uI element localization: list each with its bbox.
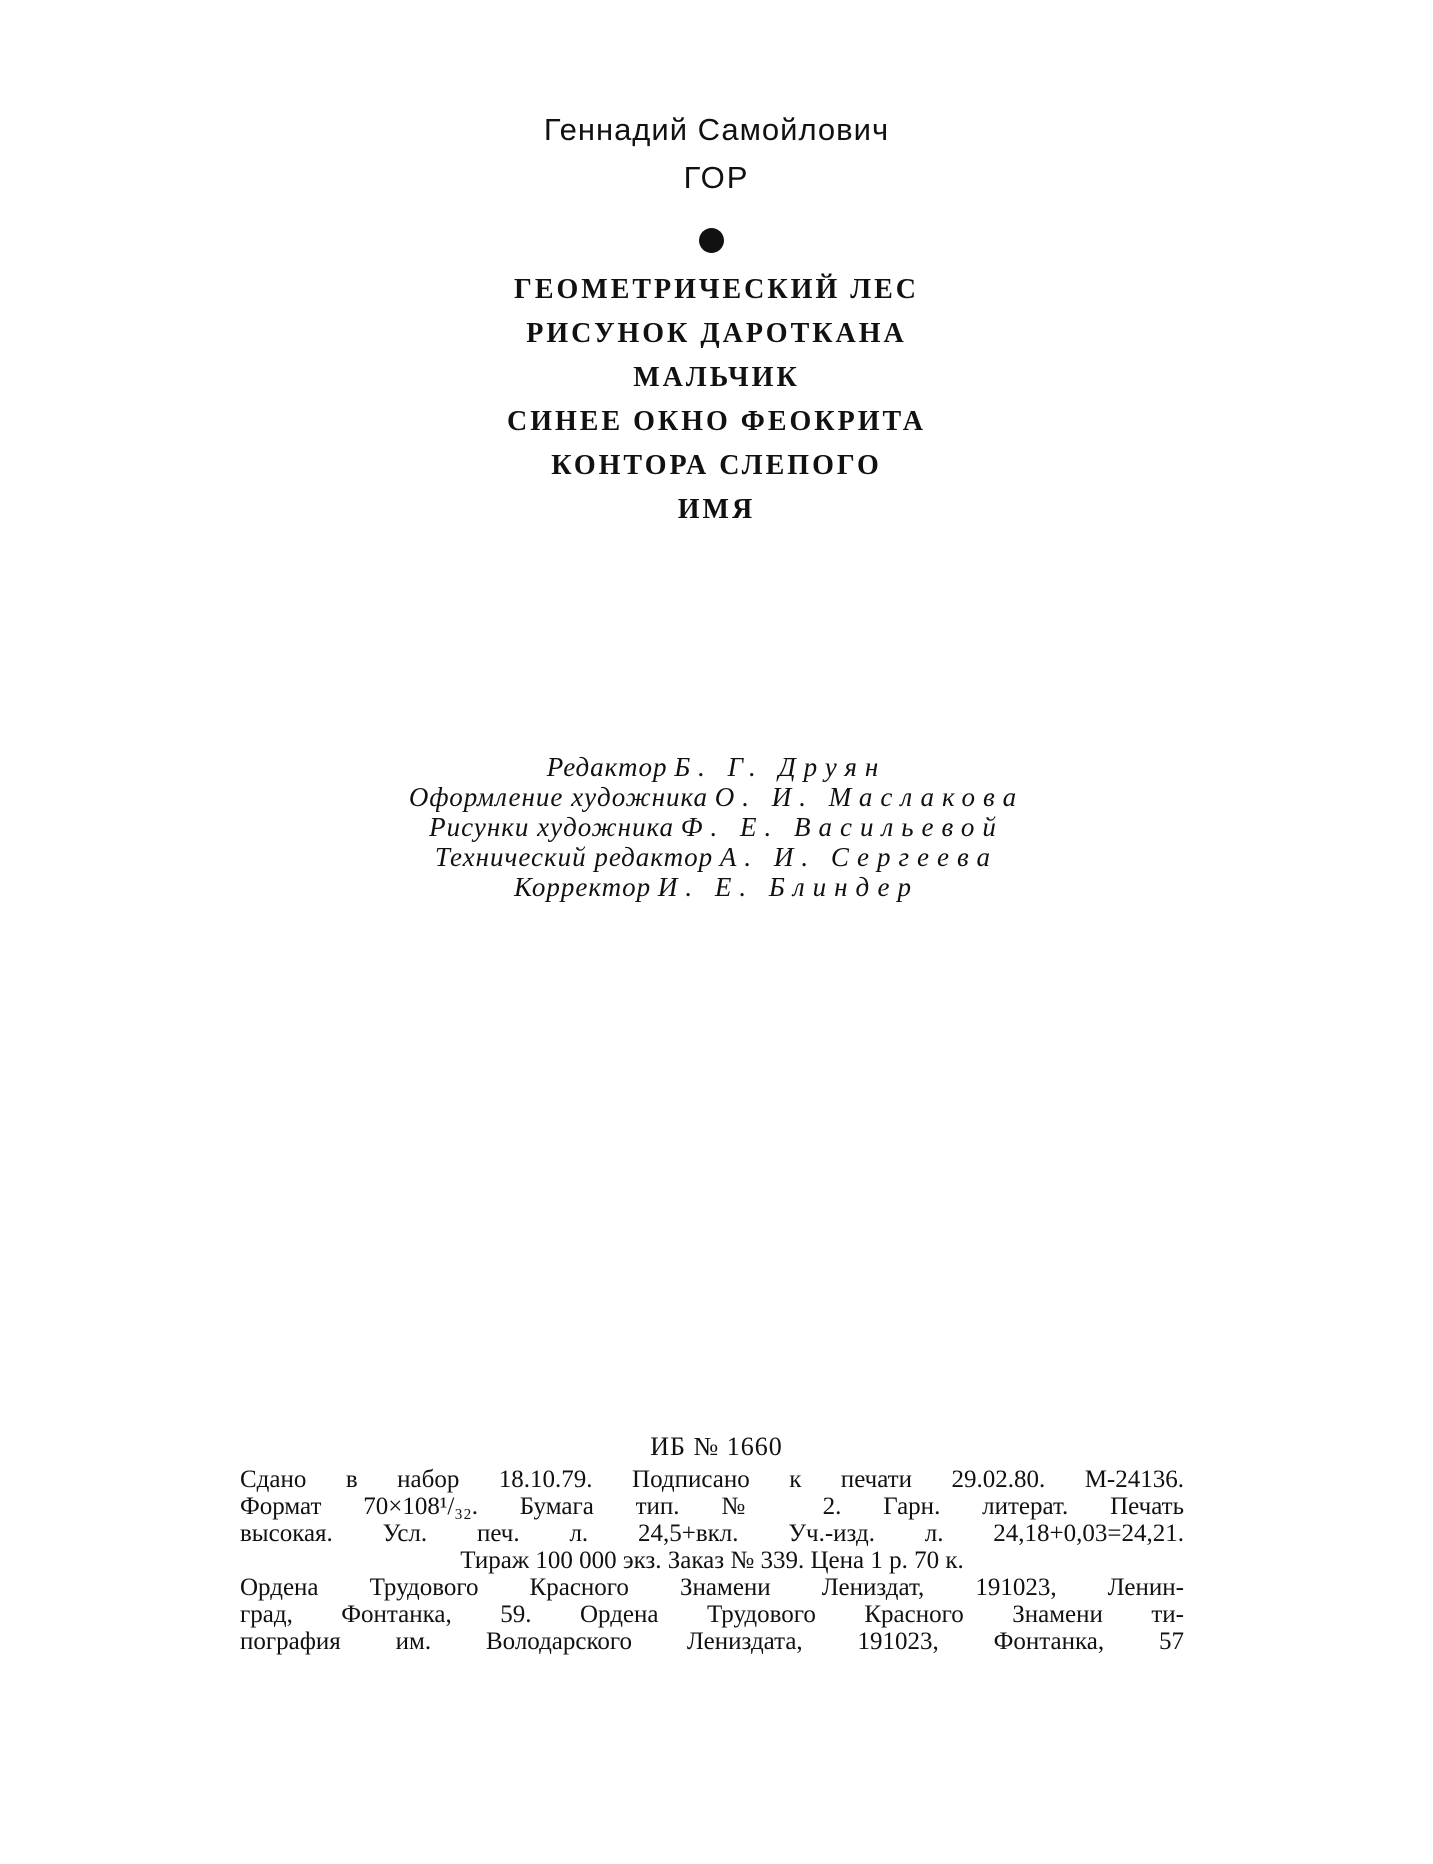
contents-item: СИНЕЕ ОКНО ФЕОКРИТА	[507, 406, 926, 437]
ib-number: ИБ № 1660	[650, 1432, 783, 1461]
imprint-line: Формат 70×108¹/₃₂. Бумага тип. № 2. Гарн. литерат. Печать	[240, 1493, 1184, 1520]
credits-list	[0, 752, 1433, 902]
imprint-line: Сдано в набор 18.10.79. Подписано к печати 29.02.80. М-24136.	[240, 1466, 1184, 1493]
credit-person: О. И. Маслакова	[714, 782, 1025, 812]
credit-role: Корректор	[514, 872, 652, 902]
credit-line	[0, 752, 1433, 782]
imprint-line: град, Фонтанка, 59. Ордена Трудового Красного Знамени ти-	[240, 1601, 1184, 1628]
contents-item: МАЛЬЧИК	[633, 362, 800, 393]
credit-person: Ф. Е. Васильевой	[680, 812, 1004, 842]
imprint-line: высокая. Усл. печ. л. 24,5+вкл. Уч.-изд. л. 24,18+0,03=24,21.	[240, 1520, 1184, 1547]
credit-role: Оформление художника	[408, 782, 708, 812]
contents-item: ИМЯ	[677, 494, 756, 525]
credit-line	[0, 812, 1433, 842]
credit-line	[0, 872, 1433, 902]
credit-person: Б. Г. Друян	[674, 752, 887, 782]
contents-item: ГЕОМЕТРИЧЕСКИЙ ЛЕС	[514, 274, 919, 305]
contents-list	[0, 268, 1433, 532]
credit-line	[0, 842, 1433, 872]
credit-role: Рисунки художника	[429, 812, 675, 842]
author-surname: ГОР	[683, 160, 750, 195]
contents-item: КОНТОРА СЛЕПОГО	[551, 450, 882, 481]
imprint-line: Ордена Трудового Красного Знамени Лениздат, 191023, Ленин-	[240, 1574, 1184, 1601]
credit-person: И. Е. Блиндер	[657, 872, 919, 902]
credit-role: Редактор	[546, 752, 668, 782]
bullet-ornament-icon	[699, 228, 724, 253]
credit-person: А. И. Сергеева	[719, 842, 999, 872]
credit-role: Технический редактор	[434, 842, 714, 872]
author-first-names: Геннадий Самойлович	[543, 112, 890, 147]
credit-line	[0, 782, 1433, 812]
contents-item: РИСУНОК ДАРОТКАНА	[526, 318, 907, 349]
imprint-block	[240, 1466, 1184, 1655]
imprint-line: Тираж 100 000 экз. Заказ № 339. Цена 1 р. 70 к.	[460, 1547, 964, 1574]
imprint-line: пография им. Володарского Лениздата, 191023, Фонтанка, 57	[240, 1628, 1184, 1655]
